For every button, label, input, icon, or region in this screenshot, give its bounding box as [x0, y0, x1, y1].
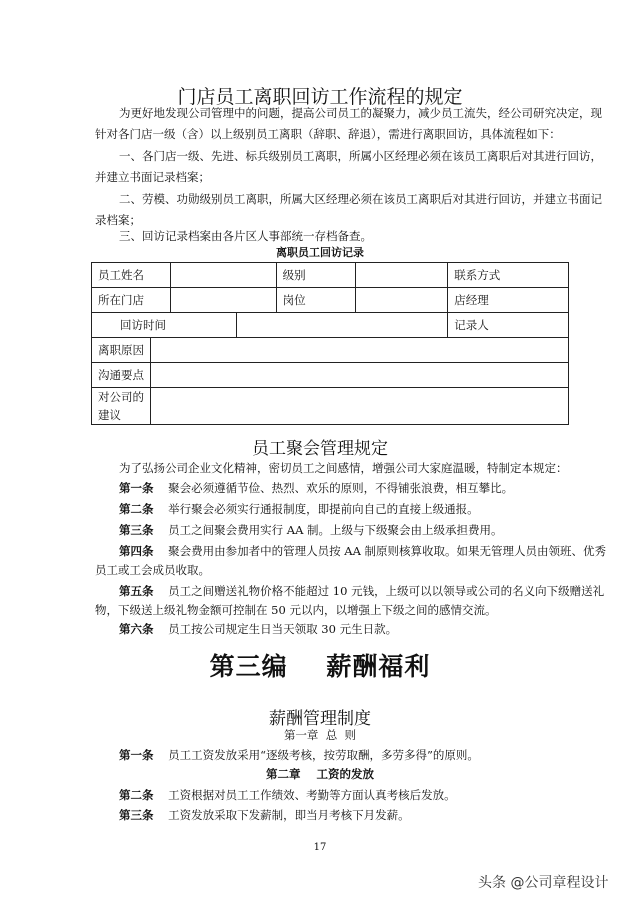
- document-title: 门店员工离职回访工作流程的规定: [177, 86, 463, 108]
- salary-article-2: [119, 785, 589, 805]
- cell-visit-time-value: [236, 313, 447, 338]
- article-label: 第三条: [119, 808, 154, 822]
- cell-points-value: [151, 363, 569, 388]
- article-text: 员工或工会成员收取。: [95, 563, 210, 577]
- article-text: 物，下级送上级礼物金额可控制在 50 元以内，以增强上下级之间的感情交流。: [95, 603, 497, 617]
- page-number: 17: [313, 842, 327, 853]
- intro-line-5: 二、劳模、功勋级别员工离职，所属大区经理必须在该员工离职后对其进行回访，并建立书面记: [119, 192, 602, 206]
- article-text: 员工按公司规定生日当天领取 30 元生日款。: [168, 622, 398, 636]
- intro-line-7: 三、回访记录档案由各片区人事部统一存档备查。: [119, 229, 372, 243]
- article-text: 聚会费用由参加者中的管理人员按 AA 制原则核算收取。如果无管理人员由领班、优秀: [168, 544, 607, 558]
- article-label: 第二条: [119, 788, 154, 802]
- cell-points-label: 沟通要点: [92, 363, 151, 388]
- cell-post-label: 岗位: [276, 288, 356, 313]
- part-title: 第三编 薪酬福利: [209, 652, 431, 681]
- party-article-2: [119, 499, 589, 519]
- salary-article-3: [119, 805, 589, 825]
- record-table: [91, 262, 569, 425]
- salary-title: 薪酬管理制度: [269, 709, 371, 729]
- party-article-4-cont: [95, 560, 565, 580]
- article-label: 第六条: [119, 622, 154, 636]
- cell-level-label: 级别: [276, 263, 356, 288]
- cell-visit-time-label: 回访时间: [92, 313, 237, 338]
- article-text: 工资根据对员工工作绩效、考勤等方面认真考核后发放。: [168, 788, 456, 802]
- cell-name-value: [170, 263, 276, 288]
- cell-advice-value: [151, 388, 569, 425]
- article-label: 第三条: [119, 523, 154, 537]
- intro-line-3: 一、各门店一级、先进、标兵级别员工离职，所属小区经理必须在该员工离职后对其进行回访，: [119, 149, 602, 163]
- cell-post-value: [356, 288, 448, 313]
- cell-contact-label: 联系方式: [448, 263, 569, 288]
- party-intro: 为了弘扬公司企业文化精神，密切员工之间感情，增强公司大家庭温暖，特制定本规定：: [119, 461, 568, 475]
- article-text: 员工之间赠送礼物价格不能超过 10 元钱，上级可以以领导或公司的名义向下级赠送礼: [168, 584, 605, 598]
- article-label: 第二条: [119, 502, 154, 516]
- cell-manager-label: 店经理: [448, 288, 569, 313]
- intro-line-4: 并建立书面记录档案；: [95, 170, 210, 184]
- cell-store-label: 所在门店: [92, 288, 171, 313]
- party-title: 员工聚会管理规定: [252, 439, 388, 459]
- party-article-6: [119, 619, 589, 639]
- party-article-1: [119, 478, 589, 498]
- article-label: 第一条: [119, 481, 154, 495]
- cell-store-value: [170, 288, 276, 313]
- cell-name-label: 员工姓名: [92, 263, 171, 288]
- party-article-5-cont: [95, 600, 565, 620]
- article-text: 聚会必须遵循节俭、热烈、欢乐的原则，不得铺张浪费，相互攀比。: [168, 481, 514, 495]
- intro-line-1: 为更好地发现公司管理中的问题，提高公司员工的凝聚力，减少员工流失，经公司研究决定，现: [119, 106, 602, 120]
- party-article-5: [119, 581, 605, 601]
- watermark: 头条 @公司章程设计: [478, 875, 609, 891]
- advice-label-line-2: 建议: [98, 408, 121, 422]
- article-label: 第一条: [119, 748, 154, 762]
- article-text: 举行聚会必须实行通报制度，即提前向自己的直接上级通报。: [168, 502, 479, 516]
- cell-reason-value: [151, 338, 569, 363]
- article-label: 第四条: [119, 544, 154, 558]
- chapter-2-heading: 第二章 工资的发放: [265, 767, 374, 781]
- party-article-3: [119, 520, 589, 540]
- salary-article-1: [119, 745, 589, 765]
- advice-label-line-1: 对公司的: [98, 390, 144, 404]
- article-label: 第五条: [119, 584, 154, 598]
- table-title: 离职员工回访记录: [276, 246, 364, 259]
- article-text: 工资发放采取下发薪制，即当月考核下月发薪。: [168, 808, 410, 822]
- article-text: 员工工资发放采用“逐级考核，按劳取酬，多劳多得”的原则。: [168, 748, 479, 762]
- cell-advice-label: [92, 388, 151, 425]
- intro-line-2: 针对各门店一级（含）以上级别员工离职（辞职、辞退），需进行离职回访，具体流程如下：: [95, 127, 561, 141]
- cell-recorder-label: 记录人: [448, 313, 569, 338]
- cell-level-value: [356, 263, 448, 288]
- article-text: 员工之间聚会费用实行 AA 制。上级与下级聚会由上级承担费用。: [168, 523, 503, 537]
- chapter-1-heading: 第一章 总 则: [283, 728, 357, 742]
- cell-reason-label: 离职原因: [92, 338, 151, 363]
- party-article-4: [119, 541, 607, 561]
- intro-line-6: 录档案；: [95, 213, 141, 227]
